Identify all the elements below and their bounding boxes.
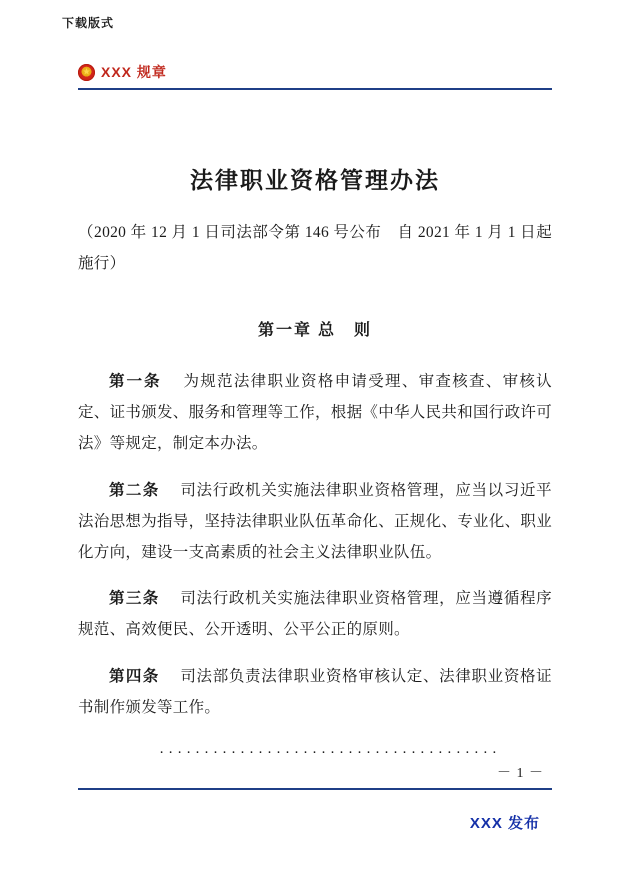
article-paragraph <box>78 583 552 645</box>
masthead-divider <box>78 88 552 90</box>
masthead <box>78 62 552 88</box>
national-emblem-icon <box>78 64 95 81</box>
masthead-title: XXX 规章 <box>101 64 167 80</box>
article-paragraph <box>78 366 552 459</box>
article-text: 司法行政机关实施法律职业资格管理，应当以习近平法治思想为指导，坚持法律职业队伍革命化、正规化、专业化、职业化方向，建设一支高素质的社会主义法律职业队伍。 <box>78 481 553 561</box>
publisher-label: XXX 发布 <box>469 815 540 832</box>
article-text: 为规范法律职业资格申请受理、审查核查、审核认定、证书颁发、服务和管理等工作，根据《中华人民共和国行政许可法》等规定，制定本办法。 <box>78 373 553 452</box>
article-paragraph <box>78 475 552 568</box>
continuation-dots: ······································ <box>159 744 501 761</box>
article-number: 第二条 <box>109 481 160 499</box>
article-number: 第四条 <box>109 667 160 685</box>
article-number: 第三条 <box>109 590 160 607</box>
page-footer <box>78 762 552 833</box>
promulgation-note: （2020 年 12 月 1 日司法部令第 146 号公布 自 2021 年 1 月 1 日起施行） <box>78 224 552 272</box>
watermark-label: 下载版式 <box>62 16 115 30</box>
document-body <box>78 62 552 762</box>
article-paragraph <box>78 661 552 723</box>
article-text: 司法行政机关实施法律职业资格管理，应当遵循程序规范、高效便民、公开透明、公平公正的原则。 <box>78 590 552 638</box>
footer-divider <box>78 788 552 790</box>
chapter-heading: 第一章 总 则 <box>257 322 372 339</box>
article-number: 第一条 <box>109 373 162 390</box>
page-title: 法律职业资格管理办法 <box>190 168 440 193</box>
article-text: 司法部负责法律职业资格审核认定、法律职业资格证书制作颁发等工作。 <box>78 667 552 716</box>
page-number: － 1 － <box>497 766 544 781</box>
